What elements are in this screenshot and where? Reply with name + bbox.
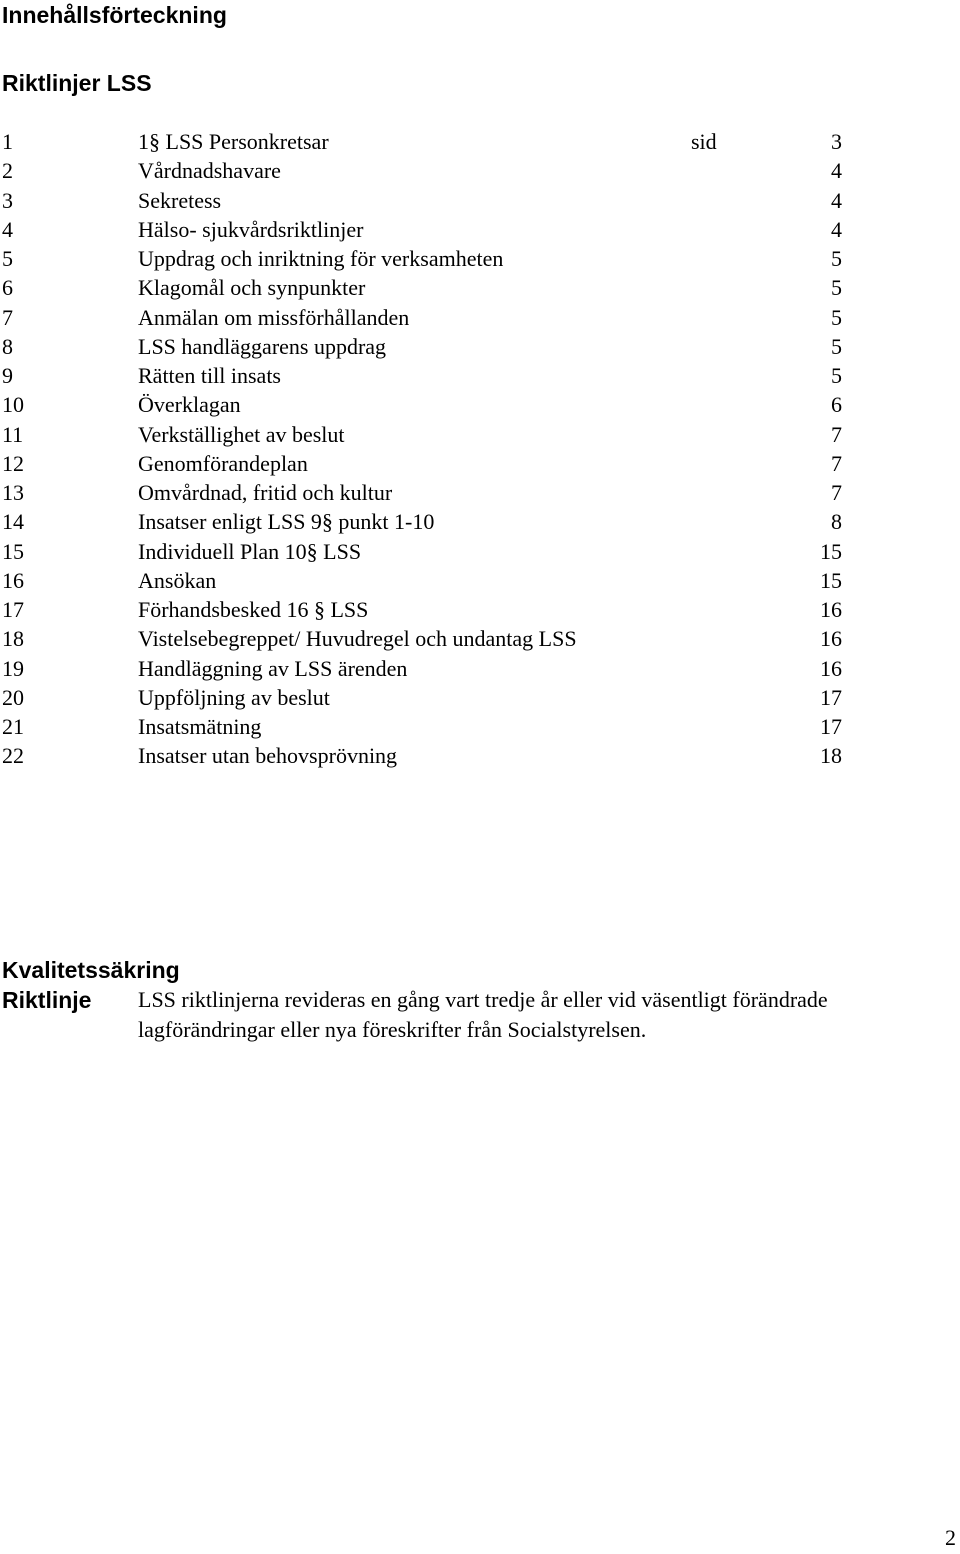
toc-entry-title: Ansökan bbox=[138, 567, 217, 593]
toc-entry-number: 3 bbox=[2, 187, 13, 213]
toc-entry bbox=[0, 420, 960, 449]
toc-entry bbox=[0, 215, 960, 244]
toc-entry bbox=[0, 390, 960, 419]
toc-entry bbox=[0, 449, 960, 478]
toc-entry-page: 7 bbox=[831, 450, 842, 476]
toc-entry-number: 22 bbox=[2, 743, 24, 769]
toc-entry-number: 2 bbox=[2, 158, 13, 184]
toc-entry-number: 15 bbox=[2, 538, 24, 564]
page-number: 2 bbox=[945, 1525, 956, 1550]
toc-entry-number: 7 bbox=[2, 304, 13, 330]
toc-entry bbox=[0, 478, 960, 507]
toc-entry bbox=[0, 186, 960, 215]
toc-entry-number: 4 bbox=[2, 216, 13, 242]
toc-entry-number: 21 bbox=[2, 714, 24, 739]
guideline-label: Riktlinje bbox=[2, 987, 92, 1013]
toc-entry-number: 14 bbox=[2, 509, 24, 535]
toc-entry bbox=[0, 712, 960, 741]
toc-entry-page: 8 bbox=[831, 509, 842, 535]
toc-entry-title: Uppföljning av beslut bbox=[138, 684, 330, 710]
toc-entry bbox=[0, 127, 960, 156]
toc-entry-title: Omvårdnad, fritid och kultur bbox=[138, 480, 393, 505]
toc-entry-page: 17 bbox=[820, 684, 842, 710]
toc-entry bbox=[0, 566, 960, 595]
toc-entry-title: Förhandsbesked 16 § LSS bbox=[138, 597, 369, 622]
toc-entry bbox=[0, 595, 960, 624]
toc-entry-title: Insatsmätning bbox=[138, 714, 262, 739]
toc-list bbox=[0, 127, 960, 771]
toc-sid-label: sid bbox=[691, 129, 717, 154]
toc-entry-number: 8 bbox=[2, 333, 13, 359]
toc-entry-page: 5 bbox=[831, 275, 842, 301]
toc-entry-page: 16 bbox=[820, 597, 842, 622]
toc-entry-number: 16 bbox=[2, 567, 24, 593]
toc-entry-page: 4 bbox=[831, 158, 842, 184]
toc-entry-number: 19 bbox=[2, 655, 24, 681]
section-title: Riktlinjer LSS bbox=[2, 70, 152, 96]
toc-entry-number: 1 bbox=[2, 129, 13, 154]
toc-entry bbox=[0, 624, 960, 653]
quality-title: Kvalitetssäkring bbox=[2, 957, 180, 983]
toc-entry-page: 15 bbox=[820, 567, 842, 593]
toc-entry-title: Verkställighet av beslut bbox=[138, 421, 345, 447]
toc-entry-title: Klagomål och synpunkter bbox=[138, 275, 366, 301]
toc-entry-title: Vistelsebegreppet/ Huvudregel och undantag LSS bbox=[138, 626, 577, 652]
toc-entry-number: 10 bbox=[2, 392, 24, 418]
toc-entry-title: Handläggning av LSS ärenden bbox=[138, 655, 408, 681]
toc-entry bbox=[0, 244, 960, 273]
toc-entry-title: Individuell Plan 10§ LSS bbox=[138, 538, 362, 564]
toc-entry bbox=[0, 537, 960, 566]
toc-entry-title: 1§ LSS Personkretsar bbox=[138, 129, 329, 154]
toc-entry-page: 7 bbox=[831, 480, 842, 505]
toc-entry bbox=[0, 654, 960, 683]
toc-entry-title: Insatser enligt LSS 9§ punkt 1-10 bbox=[138, 509, 435, 535]
toc-entry-number: 18 bbox=[2, 626, 24, 652]
toc-entry-title: Rätten till insats bbox=[138, 363, 281, 388]
toc-entry-page: 7 bbox=[831, 421, 842, 447]
toc-entry-number: 5 bbox=[2, 246, 13, 271]
guideline-text: LSS riktlinjerna revideras en gång vart tredje år eller vid väsentligt förändrade lagförändringar eller nya föreskrifter från Socialstyrelsen. bbox=[138, 987, 828, 1042]
toc-entry-title: Genomförandeplan bbox=[138, 450, 308, 476]
toc-entry-title: Hälso- sjukvårdsriktlinjer bbox=[138, 216, 364, 242]
toc-entry-number: 20 bbox=[2, 684, 24, 710]
toc-entry-title: Insatser utan behovsprövning bbox=[138, 743, 398, 769]
toc-entry-page: 5 bbox=[831, 304, 842, 330]
toc-title: Innehållsförteckning bbox=[2, 2, 227, 28]
toc-entry-title: LSS handläggarens uppdrag bbox=[138, 333, 387, 359]
toc-entry-page: 5 bbox=[831, 363, 842, 388]
toc-entry-number: 11 bbox=[2, 421, 24, 447]
toc-entry-title: Anmälan om missförhållanden bbox=[138, 304, 410, 330]
toc-entry-title: Sekretess bbox=[138, 187, 222, 213]
toc-entry-page: 16 bbox=[820, 655, 842, 681]
toc-entry bbox=[0, 332, 960, 361]
toc-entry-number: 6 bbox=[2, 275, 13, 301]
toc-entry-page: 3 bbox=[831, 129, 842, 154]
toc-entry bbox=[0, 683, 960, 712]
toc-entry bbox=[0, 507, 960, 536]
toc-entry-number: 17 bbox=[2, 597, 24, 622]
toc-entry bbox=[0, 156, 960, 185]
toc-entry bbox=[0, 273, 960, 302]
toc-entry bbox=[0, 361, 960, 390]
toc-entry bbox=[0, 741, 960, 770]
toc-entry-number: 9 bbox=[2, 363, 13, 388]
toc-entry-page: 15 bbox=[820, 538, 842, 564]
toc-entry bbox=[0, 303, 960, 332]
toc-entry-page: 6 bbox=[831, 392, 842, 418]
toc-entry-number: 13 bbox=[2, 480, 24, 505]
toc-entry-title: Överklagan bbox=[138, 392, 241, 418]
toc-entry-title: Uppdrag och inriktning för verksamheten bbox=[138, 246, 504, 271]
toc-entry-page: 16 bbox=[820, 626, 842, 652]
toc-entry-page: 4 bbox=[831, 187, 842, 213]
toc-entry-page: 4 bbox=[831, 216, 842, 242]
toc-entry-number: 12 bbox=[2, 450, 24, 476]
toc-entry-page: 18 bbox=[820, 743, 842, 769]
toc-entry-page: 5 bbox=[831, 246, 842, 271]
toc-entry-title: Vårdnadshavare bbox=[138, 158, 281, 184]
toc-entry-page: 17 bbox=[820, 714, 842, 739]
toc-entry-page: 5 bbox=[831, 333, 842, 359]
